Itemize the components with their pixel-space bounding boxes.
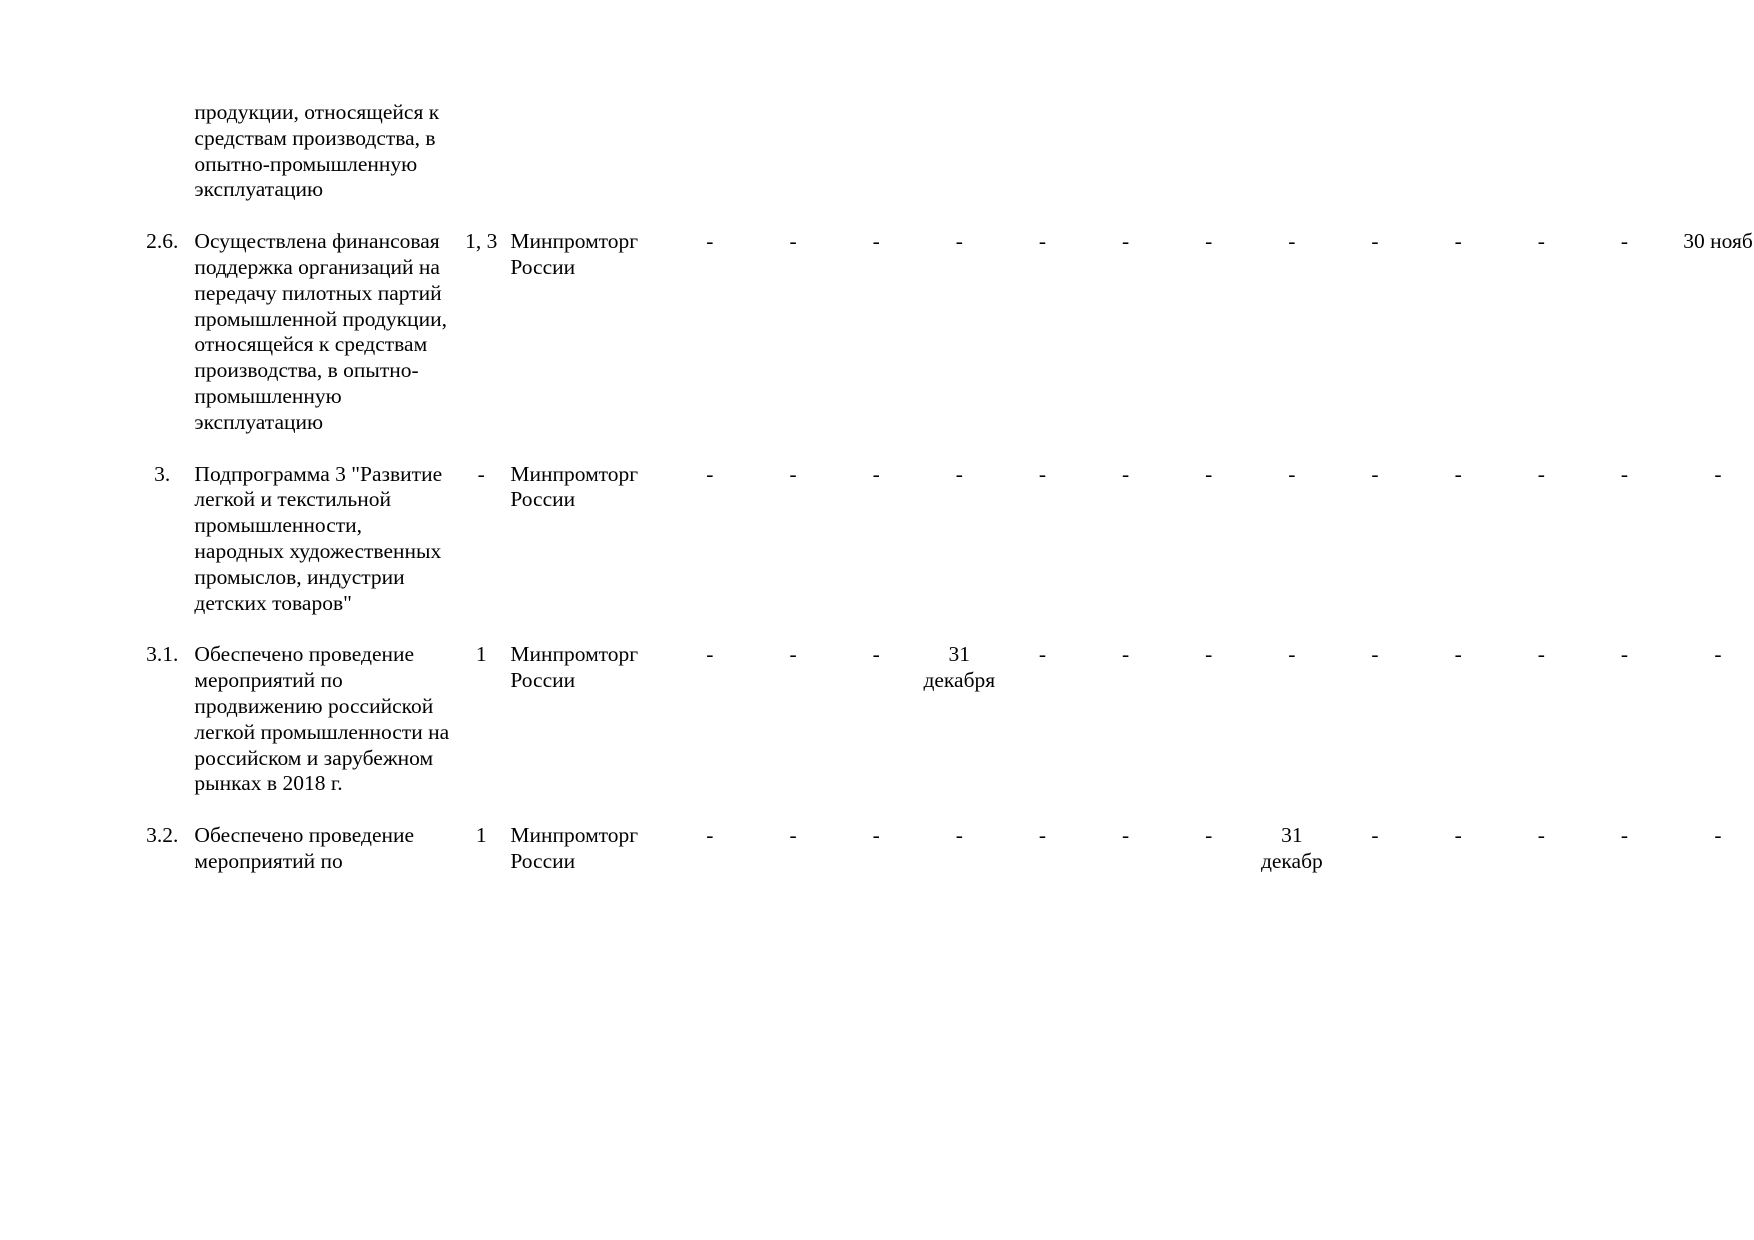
row-number: 3.2. xyxy=(146,823,179,848)
month-cell-9: - xyxy=(1371,461,1379,486)
row-description: продукции, относящейся к средствам производства, в опытно-промышленную эксплуатацию xyxy=(194,100,440,202)
month-cell-4: - xyxy=(955,823,963,848)
row-number xyxy=(130,100,194,203)
month-cell-5 xyxy=(1001,100,1084,203)
month-cell-3: - xyxy=(872,642,880,667)
month-cell-9: - xyxy=(1371,229,1379,254)
month-cell-12 xyxy=(1583,100,1666,203)
program-action-plan-table xyxy=(130,100,1754,875)
row-flag: 1 xyxy=(475,642,487,667)
month-cell-10: - xyxy=(1454,461,1462,486)
row-organization: Минпромторг России xyxy=(510,823,639,873)
month-cell-2: - xyxy=(789,229,797,254)
month-cell-3: - xyxy=(872,229,880,254)
month-cell-5: - xyxy=(1038,642,1047,667)
month-cell-5: - xyxy=(1038,461,1047,486)
month-cell-9: - xyxy=(1371,823,1379,848)
month-cell-11 xyxy=(1500,100,1583,203)
row-spacer xyxy=(130,616,1754,642)
month-cell-11: - xyxy=(1537,642,1545,667)
row-number: 2.6. xyxy=(146,229,179,254)
month-cell-12: - xyxy=(1620,229,1629,254)
month-cell-12: - xyxy=(1620,642,1629,667)
row-organization xyxy=(510,100,668,203)
month-cell-1: - xyxy=(706,823,714,848)
month-cell-9 xyxy=(1333,100,1416,203)
month-cell-2: - xyxy=(789,823,797,848)
month-cell-2: - xyxy=(789,642,797,667)
row-flag xyxy=(452,100,510,203)
row-description: Обеспечено проведение мероприятий по xyxy=(194,823,415,873)
month-cell-9: - xyxy=(1371,642,1379,667)
row-flag: 1, 3 xyxy=(465,229,498,254)
row-description: Осуществлена финансовая поддержка организаций на передачу пилотных партий промышленной продукции, относящейся к средствам производства, в опытно-промышленную эксплуатацию xyxy=(194,229,447,434)
row-spacer xyxy=(130,203,1754,229)
month-cell-6: - xyxy=(1122,461,1130,486)
table-row xyxy=(130,642,1754,797)
month-cell-3: - xyxy=(872,461,880,486)
month-cell-1: - xyxy=(706,229,714,254)
month-cell-11: - xyxy=(1537,823,1545,848)
row-spacer xyxy=(130,436,1754,462)
row-number: 3.1. xyxy=(146,642,179,667)
month-cell-10 xyxy=(1417,100,1500,203)
month-cell-5: - xyxy=(1038,823,1047,848)
month-cell-10: - xyxy=(1454,229,1462,254)
month-cell-12: - xyxy=(1620,823,1629,848)
row-organization: Минпромторг России xyxy=(510,642,639,693)
month-cell-4: 31 декабря xyxy=(923,642,996,693)
month-cell-7: - xyxy=(1205,229,1213,254)
month-cell-1: - xyxy=(706,642,714,667)
month-cell-8 xyxy=(1250,100,1333,203)
row-flag: 1 xyxy=(475,823,487,848)
month-cell-7 xyxy=(1167,100,1250,203)
month-cell-7: - xyxy=(1205,823,1213,848)
month-cell-6: - xyxy=(1122,229,1130,254)
month-cell-13: 30 нояб xyxy=(1683,229,1753,254)
month-cell-10: - xyxy=(1454,823,1462,848)
month-cell-7: - xyxy=(1205,461,1213,486)
row-spacer xyxy=(130,797,1754,823)
month-cell-6: - xyxy=(1122,642,1130,667)
table-row xyxy=(130,100,1754,203)
row-number: 3. xyxy=(154,461,171,486)
month-cell-3 xyxy=(835,100,918,203)
month-cell-4: - xyxy=(955,461,963,486)
table-row xyxy=(130,462,1754,617)
month-cell-6 xyxy=(1084,100,1167,203)
table-body xyxy=(130,100,1754,875)
month-cell-12: - xyxy=(1620,461,1629,486)
month-cell-13: - xyxy=(1714,823,1722,848)
table-row xyxy=(130,229,1754,435)
month-cell-10: - xyxy=(1454,642,1462,667)
month-cell-1 xyxy=(668,100,751,203)
month-cell-2 xyxy=(751,100,834,203)
month-cell-6: - xyxy=(1122,823,1130,848)
table-row xyxy=(130,823,1754,875)
month-cell-7: - xyxy=(1205,642,1213,667)
month-cell-4 xyxy=(918,100,1001,203)
row-description: Обеспечено проведение мероприятий по продвижению российской легкой промышленности на российском и зарубежном рынках в 2018 г. xyxy=(194,642,450,796)
row-organization: Минпромторг России xyxy=(510,461,639,512)
month-cell-2: - xyxy=(789,461,797,486)
month-cell-11: - xyxy=(1537,461,1545,486)
month-cell-13: - xyxy=(1714,461,1722,486)
month-cell-3: - xyxy=(872,823,880,848)
month-cell-8: - xyxy=(1288,229,1296,254)
row-description: Подпрограмма 3 "Развитие легкой и текстильной промышленности, народных художественных промыслов, индустрии детских товаров" xyxy=(194,461,443,615)
month-cell-5: - xyxy=(1038,229,1047,254)
month-cell-4: - xyxy=(955,229,963,254)
row-organization: Минпромторг России xyxy=(510,229,639,279)
row-flag: - xyxy=(477,461,485,486)
month-cell-8: 31 декабр xyxy=(1260,823,1323,873)
month-cell-1: - xyxy=(706,461,714,486)
month-cell-13: - xyxy=(1714,642,1722,667)
month-cell-13 xyxy=(1666,100,1754,203)
month-cell-8: - xyxy=(1288,642,1296,667)
month-cell-8: - xyxy=(1288,461,1296,486)
month-cell-11: - xyxy=(1537,229,1545,254)
